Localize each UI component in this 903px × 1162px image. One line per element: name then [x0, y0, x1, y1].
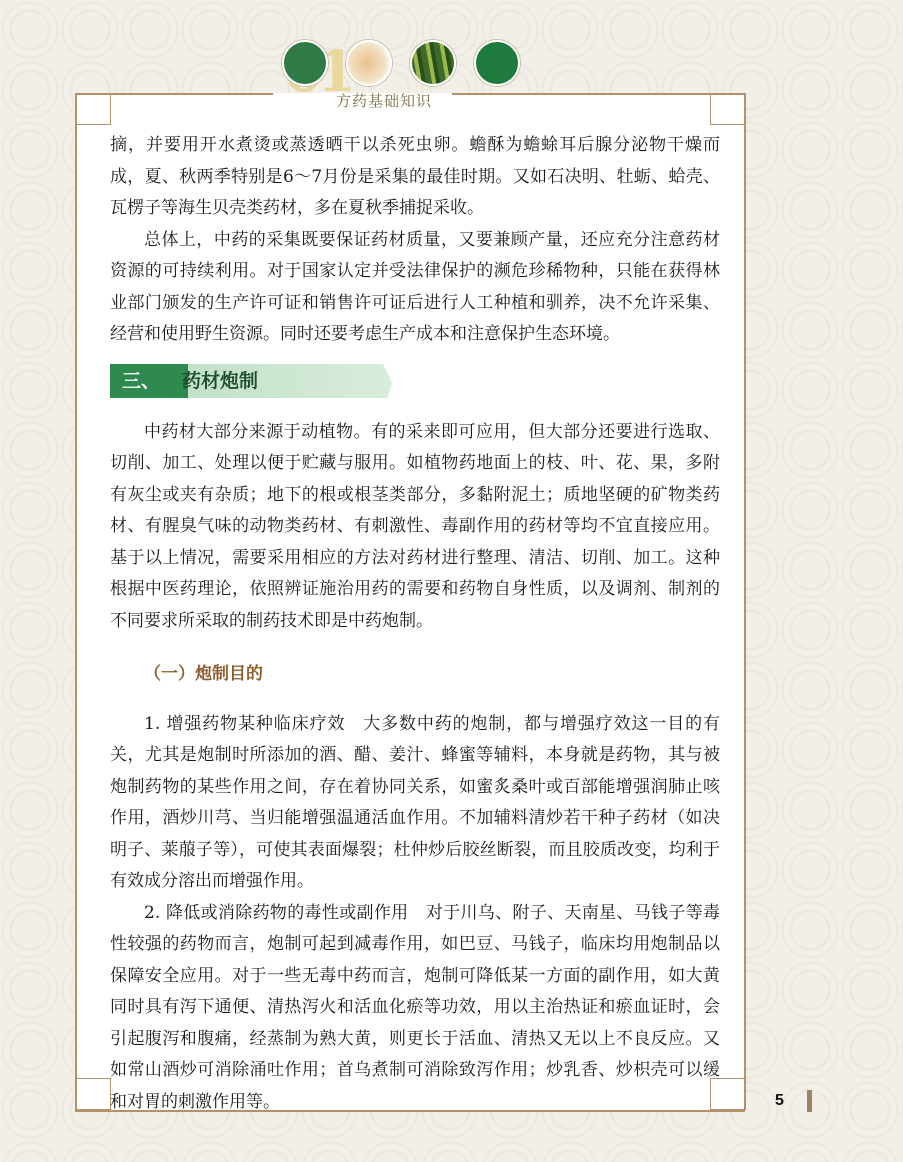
item-2-paragraph — [110, 898, 720, 1119]
item-1-text: 大多数中药的炮制，都与增强疗效这一目的有关，尤其是炮制时所添加的酒、醋、姜汁、蜂蜜等辅料，本身就是药物，其与被炮制药物的某些作用之间，存在着协同关系，如蜜炙桑叶或百部能增强润肺止咳作用，酒炒川芎、当归能增强温通活血作用。不加辅料清炒若干种子药材（如决明子、莱菔子等），可使其表面爆裂；杜仲炒后胶丝断裂，而且胶质改变，均利于有效成分溶出而增强作用。 — [110, 713, 721, 891]
item-2-text: 对于川乌、附子、天南星、马钱子等毒性较强的药物而言，炮制可起到减毒作用，如巴豆、马钱子，临床均用炮制品以保障安全应用。对于一些无毒中药而言，炮制可降低某一方面的副作用，如大黄同时具有泻下通便、清热泻火和活血化瘀等功效，用以主治热证和瘀血证时，会引起腹泻和腹痛，经蒸制为熟大黄，则更长于活血、清热又无以上不良反应。又如常山酒炒可消除涌吐作用；首乌煮制可消除致泻作用；炒乳香、炒枳壳可以缓和对胃的刺激作用等。 — [110, 902, 721, 1112]
item-1-lead: 1. 增强药物某种临床疗效 — [144, 713, 346, 734]
section-banner — [110, 364, 390, 398]
paragraph-section-intro: 中药材大部分来源于动植物。有的采来即可应用，但大部分还要进行选取、切削、加工、处理以便于贮藏与服用。如植物药地面上的枝、叶、花、果，多附有灰尘或夹有杂质；地下的根或根茎类部分，多黏附泥土；质地坚硬的矿物类药材、有腥臭气味的动物类药材、有刺激性、毒副作用的药材等均不宜直接应用。基于以上情况，需要采用相应的方法对药材进行整理、清洁、切削、加工。这种根据中医药理论，依照辨证施治用药的需要和药物自身性质，以及调剂、制剂的不同要求所采取的制药技术即是中药炮制。 — [110, 421, 720, 631]
frame-right-line — [744, 93, 746, 1110]
header-circle-bamboo-image — [410, 40, 456, 86]
page-number: 5 — [775, 1092, 784, 1109]
section-number: 三、 — [110, 364, 188, 398]
main-content — [110, 130, 720, 1118]
corner-ornament-top-right — [710, 93, 746, 125]
header-circle-ginger-image — [346, 40, 392, 86]
subsection-heading-paragraph — [110, 659, 720, 691]
paragraph-collection-continued: 摘，并要用开水煮烫或蒸透晒干以杀死虫卵。蟾酥为蟾蜍耳后腺分泌物干燥而成，夏、秋两季特别是6～7月份是采集的最佳时期。又如石决明、牡蛎、蛤壳、瓦楞子等海生贝壳类药材，多在夏秋季捕捉采收。 — [110, 135, 720, 218]
item-1-paragraph — [110, 709, 720, 898]
section-title: 药材炮制 — [182, 370, 259, 392]
header-circle-green-2 — [474, 40, 520, 86]
header-title: 方药基础知识 — [336, 92, 433, 110]
item-2-lead: 2. 降低或消除药物的毒性或副作用 — [144, 902, 409, 923]
page-number-bar — [807, 1090, 812, 1112]
corner-ornament-bottom-left — [75, 1078, 111, 1110]
paragraph-collection-summary: 总体上，中药的采集既要保证药材质量，又要兼顾产量，还应充分注意药材资源的可持续利用。对于国家认定并受法律保护的濒危珍稀物种，只能在获得林业部门颁发的生产许可证和销售许可证后进行人工种植和驯养，决不允许采集、经营和使用野生资源。同时还要考虑生产成本和注意保护生态环境。 — [110, 229, 720, 344]
header-circle-green-1 — [282, 40, 328, 86]
frame-top-line-right — [452, 93, 745, 95]
frame-left-line — [75, 93, 77, 1110]
corner-ornament-top-left — [75, 93, 111, 125]
subsection-heading: （一）炮制目的 — [144, 664, 263, 684]
